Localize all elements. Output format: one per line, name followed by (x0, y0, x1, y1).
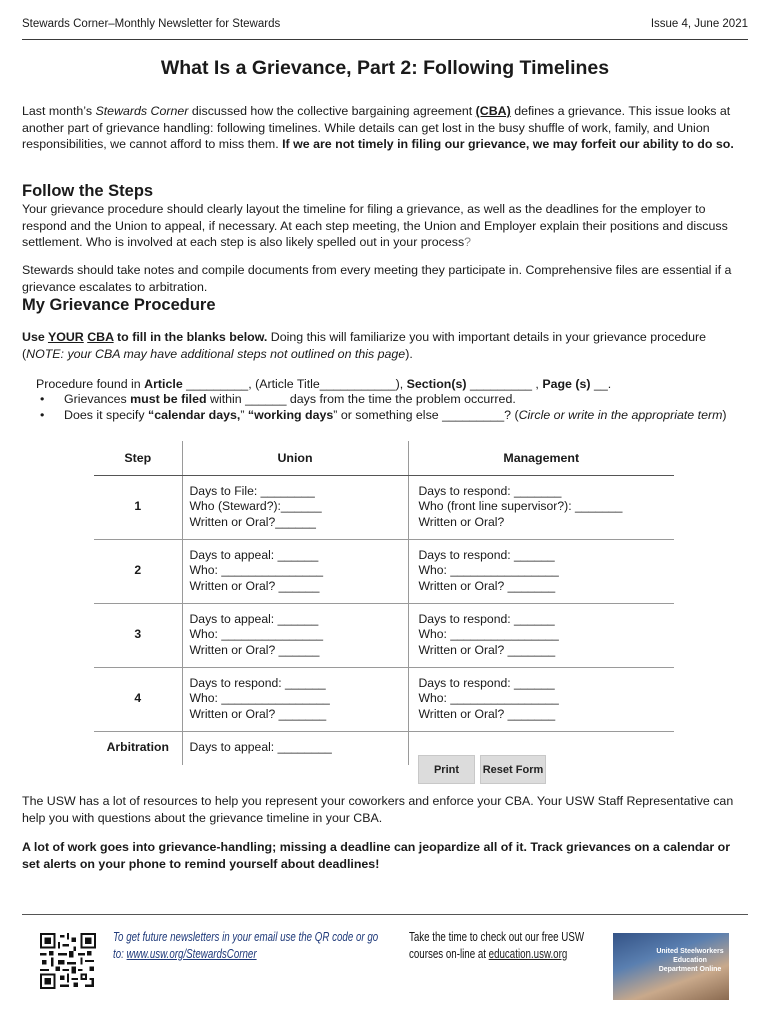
col-union: Union (182, 441, 408, 475)
union-cell[interactable]: Days to appeal: ________ (182, 731, 408, 765)
step-number: 1 (94, 475, 182, 539)
list-item: • Does it specify “calendar days,” “working days” or something else _________? (Circle or write in the appropriate term) (40, 407, 748, 423)
list-item: • Grievances must be filed within ______ days from the time the problem occurred. (40, 391, 748, 407)
union-cell[interactable]: Days to appeal: ______ Who: _______________ Written or Oral? ______ (182, 539, 408, 603)
management-cell[interactable]: Days to respond: _______ Who (front line supervisor?): _______ Written or Oral? (408, 475, 674, 539)
newsletter-signup-text: To get future newsletters in your email use the QR code or go to: www.usw.org/StewardsCorner (113, 930, 379, 961)
table-row (94, 539, 674, 603)
closing-paragraph: A lot of work goes into grievance-handling; missing a deadline can jeopardize all of it. Track grievances on a calendar or set alerts on your phone to remind yourself about deadlines! (22, 840, 731, 871)
step-number: 3 (94, 603, 182, 667)
follow-steps-heading: Follow the Steps (22, 182, 154, 200)
step-number: 2 (94, 539, 182, 603)
notes-paragraph: Stewards should take notes and compile documents from every meeting they participate in. Comprehensive files are essential if a grievance escalates to arbitration. (22, 263, 732, 294)
step-number: 4 (94, 667, 182, 731)
table-header-row (94, 441, 674, 475)
col-step: Step (94, 441, 182, 475)
management-cell[interactable]: Days to respond: ______ Who: ________________ Written or Oral? _______ (408, 603, 674, 667)
reset-form-button[interactable]: Reset Form (480, 755, 546, 784)
qr-code-icon[interactable] (40, 933, 96, 989)
footer-divider (22, 914, 748, 915)
management-cell[interactable]: Days to respond: ______ Who: ________________ Written or Oral? _______ (408, 539, 674, 603)
page-title: What Is a Grievance, Part 2: Following Timelines (160, 57, 610, 79)
stewards-corner-link[interactable]: www.usw.org/StewardsCorner (126, 947, 257, 961)
union-cell[interactable]: Days to File: ________ Who (Steward?):______ Written or Oral?______ (182, 475, 408, 539)
procedure-bullets (40, 391, 748, 423)
management-cell[interactable]: Days to respond: ______ Who: ________________ Written or Oral? _______ (408, 667, 674, 731)
col-management: Management (408, 441, 674, 475)
timely-warning: If we are not timely in filing our grievance, we may forfeit our ability to do so. (282, 137, 734, 151)
intro-paragraph: Last month’s Stewards Corner discussed how the collective bargaining agreement (CBA) defines a grievance. This issue looks at another part of grievance handling: following timelines. While details can get lost in the busy shuffle of work, family, and Union responsibilities, we cannot afford to miss them. If we are not timely in filing our grievance, we may forfeit our ability to do so. (22, 104, 734, 151)
arbitration-label: Arbitration (94, 731, 182, 765)
grievance-steps-table (94, 441, 674, 765)
print-button[interactable]: Print (418, 755, 475, 784)
table-row (94, 667, 674, 731)
table-row (94, 731, 674, 765)
newsletter-header (22, 18, 748, 40)
education-link[interactable]: education.usw.org (488, 947, 568, 961)
promo-caption: United Steelworkers Education Department Online (656, 948, 724, 973)
newsletter-name: Stewards Corner–Monthly Newsletter for Stewards (22, 18, 281, 30)
courses-text: Take the time to check out our free USW courses on-line at education.usw.org (409, 930, 585, 961)
cba-term: (CBA) (475, 104, 511, 118)
table-row (94, 475, 674, 539)
procedure-reference: Procedure found in Article _________, (Article Title___________), Section(s) _________ , Page (s) __. (36, 377, 612, 391)
procedure-instructions: Use YOUR CBA to fill in the blanks below. Doing this will familiarize you with important details in your grievance procedure (NOTE: your CBA may have additional steps not outlined on this page). (22, 330, 707, 361)
union-cell[interactable]: Days to appeal: ______ Who: _______________ Written or Oral? ______ (182, 603, 408, 667)
issue-date: Issue 4, June 2021 (650, 18, 748, 30)
resources-paragraph: The USW has a lot of resources to help you represent your coworkers and enforce your CBA. Your USW Staff Representative can help you with questions about the grievance timeline in your CBA. (22, 794, 734, 825)
union-cell[interactable]: Days to respond: ______ Who: ________________ Written or Oral? _______ (182, 667, 408, 731)
table-row (94, 603, 674, 667)
steps-paragraph: Your grievance procedure should clearly layout the timeline for filing a grievance, as well as the deadlines for the employer to respond and the Union to appeal, if necessary. At each step meeting, the Union and Employer explain their positions and discuss settlement. Who is involved at each step is also likely spelled out in your process? (22, 202, 728, 249)
education-promo-image (613, 925, 729, 1000)
promo-header-bar (613, 925, 729, 933)
my-procedure-heading: My Grievance Procedure (22, 296, 216, 314)
